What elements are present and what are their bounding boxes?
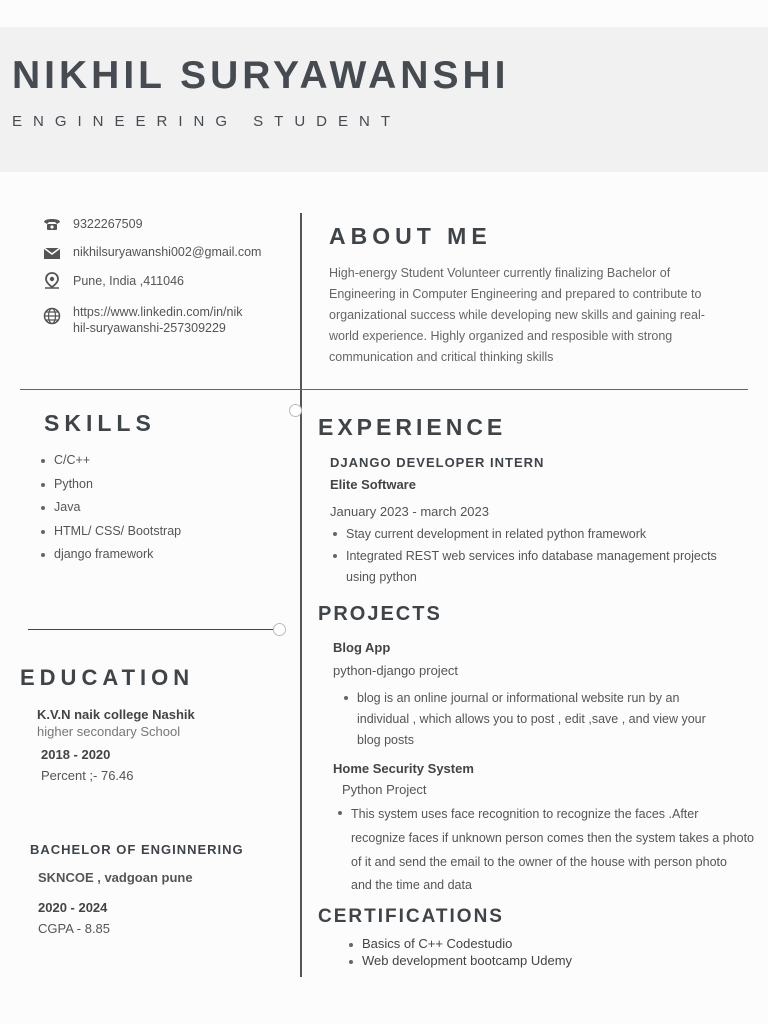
contact-location: Pune, India ,411046 bbox=[73, 274, 184, 288]
skill-item: django framework bbox=[54, 545, 181, 569]
school-score: Percent ;- 76.46 bbox=[41, 768, 134, 783]
project-bullet-text: and the time and data bbox=[351, 878, 472, 893]
about-line: organizational success while developing new skills and gaining real- bbox=[329, 308, 705, 322]
phone-icon bbox=[42, 214, 62, 234]
job-title: DJANGO DEVELOPER INTERN bbox=[330, 455, 545, 470]
school-years: 2018 - 2020 bbox=[41, 747, 111, 762]
education-title: EDUCATION bbox=[20, 665, 195, 690]
contact-email[interactable]: nikhilsuryawanshi002@gmail.com bbox=[73, 245, 262, 259]
degree-name: BACHELOR OF ENGINNERING bbox=[30, 842, 244, 857]
linkedin-line-2[interactable]: hil-suryawanshi-257309229 bbox=[73, 321, 226, 335]
college-score: CGPA - 8.85 bbox=[38, 921, 111, 936]
projects-title: PROJECTS bbox=[318, 603, 442, 625]
about-line: communication and critical thinking skills bbox=[329, 350, 554, 364]
skills-title: SKILLS bbox=[44, 410, 156, 436]
project-bullet bbox=[351, 803, 768, 898]
vertical-divider bbox=[300, 213, 302, 977]
contact-linkedin[interactable] bbox=[73, 304, 243, 336]
experience-bullet-text: using python bbox=[346, 570, 417, 584]
about-title: ABOUT ME bbox=[329, 223, 492, 249]
horizontal-divider-top bbox=[20, 389, 748, 390]
college-years: 2020 - 2024 bbox=[38, 900, 108, 915]
experience-bullet bbox=[346, 524, 766, 546]
candidate-role: ENGINEERING STUDENT bbox=[12, 113, 402, 130]
school-name: K.V.N naik college Nashik bbox=[37, 707, 195, 722]
project-bullet-text: of it and send the email to the owner of the house with person photo bbox=[351, 854, 727, 869]
project-2-bullets bbox=[335, 803, 768, 898]
candidate-name: NIKHIL SURYAWANSHI bbox=[12, 54, 510, 97]
school-level: higher secondary School bbox=[37, 724, 181, 739]
college-name: SKNCOE , vadgoan pune bbox=[38, 870, 193, 885]
certifications-list bbox=[346, 935, 572, 969]
project-1-bullets bbox=[341, 688, 757, 751]
contact-phone[interactable]: 9322267509 bbox=[73, 217, 143, 231]
company-name: Elite Software bbox=[330, 477, 416, 492]
certification-item: Web development bootcamp Udemy bbox=[362, 953, 573, 968]
skills-list bbox=[38, 451, 181, 569]
experience-bullets bbox=[330, 524, 766, 589]
project-bullet-text: recognize faces if unknown person comes then the system takes a photo bbox=[351, 830, 755, 845]
experience-bullet-text: Integrated REST web services info database management projects bbox=[346, 548, 717, 563]
divider-dot bbox=[273, 623, 286, 636]
project-bullet bbox=[357, 688, 757, 751]
project-bullet-text: blog is an online journal or informational website run by an bbox=[357, 691, 680, 705]
project-name: Blog App bbox=[333, 640, 391, 655]
about-line: world experience. Highly organized and resposible with strong bbox=[329, 329, 673, 343]
about-line: High-energy Student Volunteer currently finalizing Bachelor of bbox=[329, 266, 671, 280]
project-type: Python Project bbox=[342, 782, 427, 797]
experience-bullet bbox=[346, 546, 766, 589]
experience-bullet-text: Stay current development in related python framework bbox=[346, 527, 647, 541]
skill-item: Python bbox=[54, 475, 181, 499]
skill-item: HTML/ CSS/ Bootstrap bbox=[54, 522, 181, 546]
project-name: Home Security System bbox=[333, 761, 474, 776]
certification-item: Basics of C++ Codestudio bbox=[362, 935, 572, 952]
mail-icon bbox=[42, 243, 62, 263]
linkedin-line-1[interactable]: https://www.linkedin.com/in/nik bbox=[73, 305, 243, 319]
project-bullet-text: This system uses face recognition to recognize the faces .After bbox=[351, 807, 699, 821]
experience-title: EXPERIENCE bbox=[318, 414, 507, 440]
about-text bbox=[329, 263, 729, 368]
about-line: Engineering in Computer Engineering and prepared to contribute to bbox=[329, 287, 702, 301]
project-bullet-text: blog posts bbox=[357, 733, 414, 747]
skill-item: C/C++ bbox=[54, 451, 181, 475]
location-pin-icon bbox=[42, 271, 62, 291]
globe-icon bbox=[42, 306, 62, 326]
certifications-title: CERTIFICATIONS bbox=[318, 906, 504, 927]
project-type: python-django project bbox=[333, 663, 459, 678]
project-bullet-text: individual , which allows you to post , edit ,save , and view your bbox=[357, 712, 706, 726]
header-band bbox=[0, 27, 768, 172]
skill-item: Java bbox=[54, 498, 181, 522]
job-dates: January 2023 - march 2023 bbox=[330, 504, 489, 519]
horizontal-divider-left bbox=[28, 629, 276, 630]
divider-dot bbox=[289, 404, 302, 417]
